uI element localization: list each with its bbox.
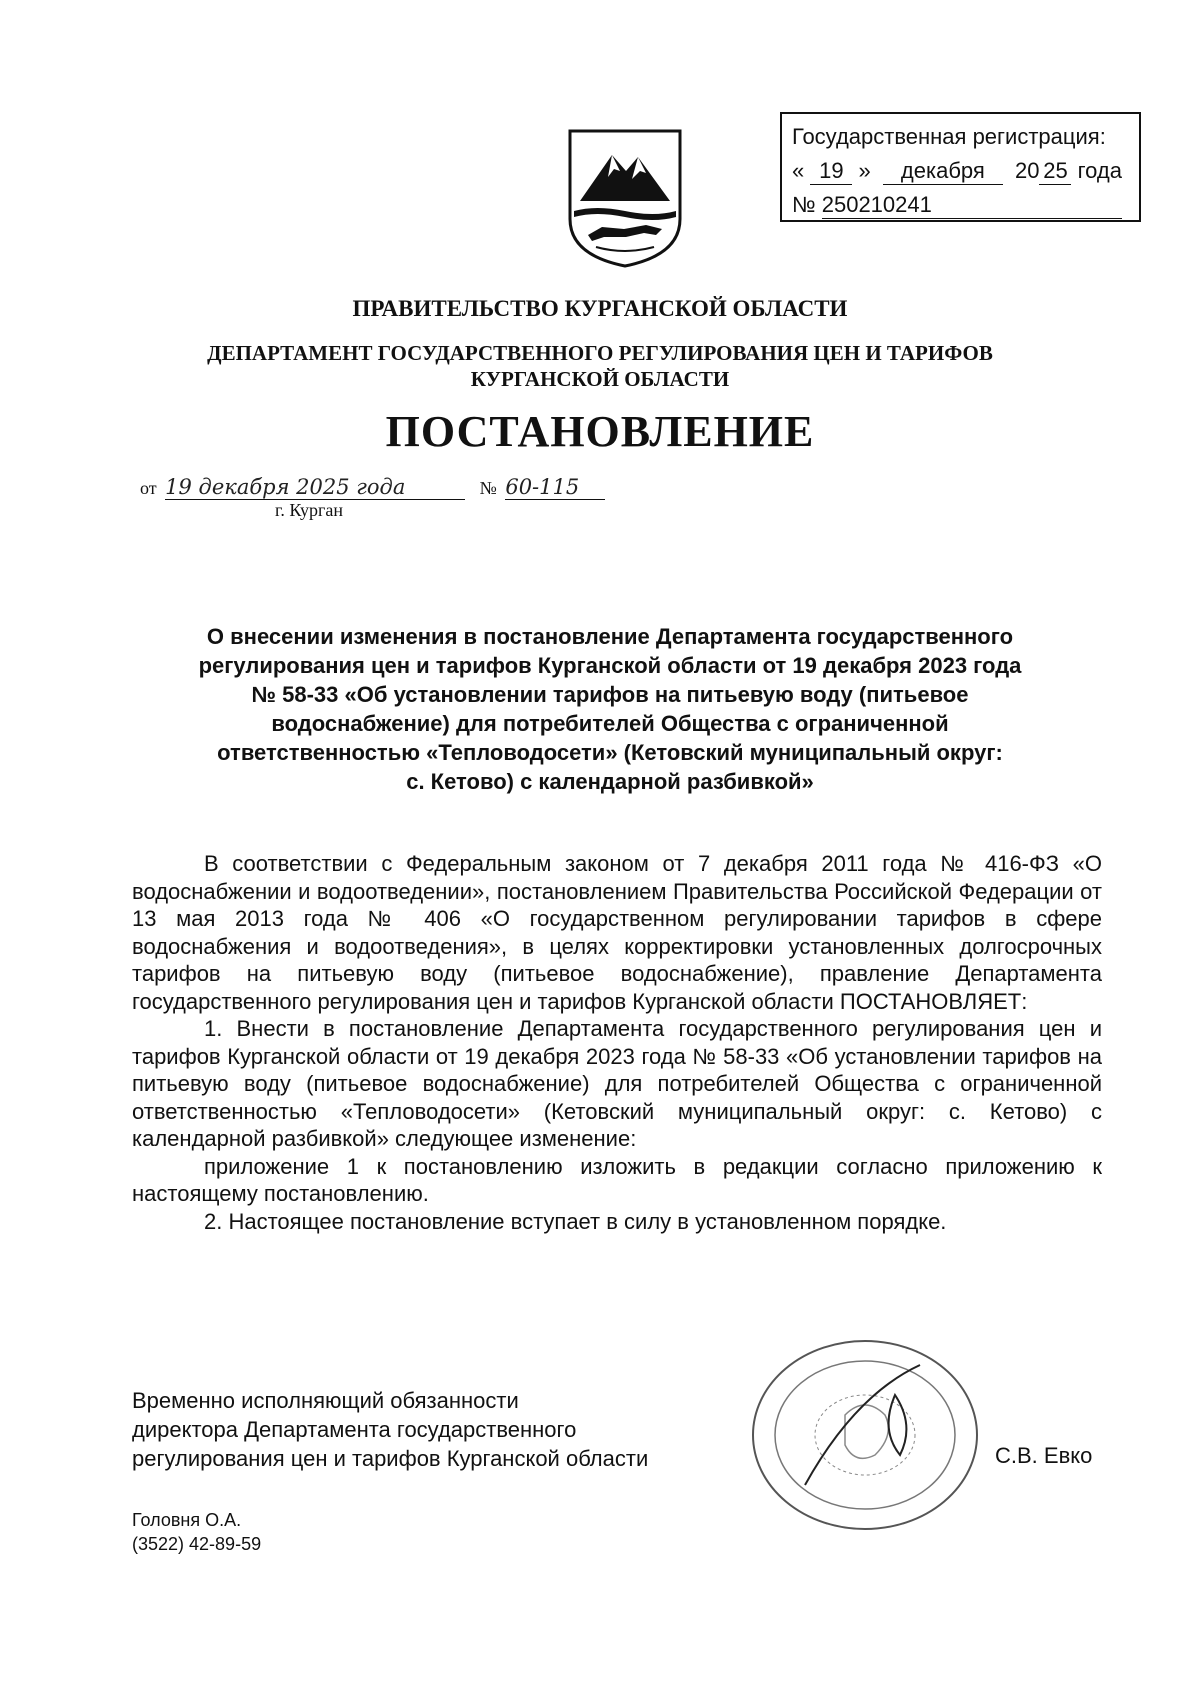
official-seal-icon bbox=[745, 1335, 985, 1535]
signatory-title: Временно исполняющий обязанности директора Департамента государственного регулирования цен и тарифов Курганской области bbox=[132, 1388, 649, 1471]
registration-title: Государственная регистрация: bbox=[792, 124, 1106, 149]
city: г. Курган bbox=[275, 500, 344, 520]
handwritten-date: 19 декабря 2025 года bbox=[165, 475, 465, 500]
registration-number-line: № 250210241 bbox=[792, 188, 1129, 222]
executor-phone: (3522) 42-89-59 bbox=[132, 1534, 262, 1554]
paragraph-preamble: В соответствии с Федеральным законом от 7 декабря 2011 года № 416-ФЗ «О водоснабжении и водоотведении», постановлением Правительства Российской Федерации от 13 мая 2013 года № 406 «О государственном регулировании тарифов в сфере водоснабжения и водоотведения», в целях корректировки установленных долгосрочных тарифов на питьевую воду (питьевое водоснабжение), правление Департамента государственного регулирования цен и тарифов Курганской области ПОСТАНОВЛЯЕТ: bbox=[132, 851, 1102, 1014]
executor-name: Головня О.А. bbox=[132, 1510, 242, 1530]
registration-month: декабря bbox=[883, 158, 1003, 185]
paragraph-item-1: 1. Внести в постановление Департамента государственного регулирования цен и тарифов Курганской области от 19 декабря 2023 года № 58-33 «Об установлении тарифов на питьевую воду (питьевое водоснабжение) для потребителей Общества с ограниченной ответственностью «Тепловодосети» (Кетовский муниципальный округ: с. Кетово) с календарной разбивкой» следующее изменение: bbox=[132, 1016, 1102, 1151]
executor-info bbox=[132, 1508, 261, 1556]
paragraph-amendment: приложение 1 к постановлению изложить в редакции согласно приложению к настоящему постановлению. bbox=[132, 1153, 1102, 1206]
government-title: ПРАВИТЕЛЬСТВО КУРГАНСКОЙ ОБЛАСТИ bbox=[352, 296, 848, 321]
signatory-name: С.В. Евко bbox=[995, 1443, 1093, 1468]
department-title: ДЕПАРТАМЕНТ ГОСУДАРСТВЕННОГО РЕГУЛИРОВАНИЯ ЦЕН И ТАРИФОВ КУРГАНСКОЙ ОБЛАСТИ bbox=[207, 341, 993, 391]
handwritten-number: 60-115 bbox=[505, 475, 605, 500]
document-subject: О внесении изменения в постановление Департамента государственного регулирования цен и тарифов Курганской области от 19 декабря 2023 года № 58-33 «Об установлении тарифов на питьевую воду (питьевое водоснабжение) для потребителей Общества с ограниченной ответственностью «Тепловодосети» (Кетовский муниципальный округ: с. Кетово) с календарной разбивкой» bbox=[198, 624, 1022, 794]
registration-day: 19 bbox=[810, 158, 852, 185]
paragraph-item-2: 2. Настоящее постановление вступает в силу в установленном порядке. bbox=[204, 1208, 947, 1234]
registration-date: « 19 » декабря 20 25 года bbox=[792, 158, 1122, 183]
registration-year: 25 bbox=[1039, 158, 1071, 185]
registration-number: 250210241 bbox=[822, 192, 1122, 219]
date-number-line bbox=[140, 475, 740, 535]
document-type: ПОСТАНОВЛЕНИЕ bbox=[385, 407, 815, 456]
document-body bbox=[132, 850, 1102, 1235]
registration-box bbox=[780, 112, 1141, 222]
from-label: от bbox=[140, 478, 157, 498]
number-label: № bbox=[479, 478, 497, 498]
coat-of-arms-icon bbox=[566, 127, 684, 269]
